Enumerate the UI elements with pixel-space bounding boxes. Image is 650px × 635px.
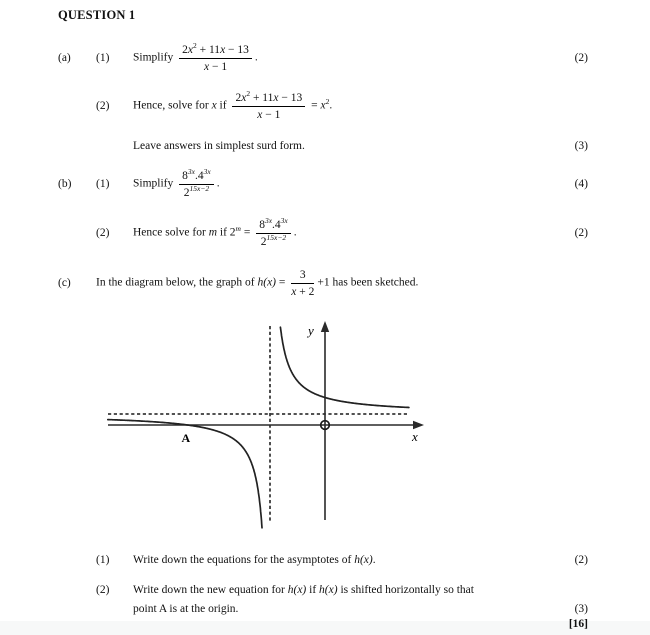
instruction-text: In the diagram below, the graph of (96, 276, 258, 289)
period: . (293, 226, 297, 239)
equals-sign: = (240, 226, 254, 239)
row-c-intro (58, 267, 588, 299)
x-axis-label: x (412, 429, 418, 444)
period: . (254, 51, 258, 64)
row-b1 (58, 168, 588, 200)
instruction-text: Simplify (133, 51, 177, 64)
fraction-numerator: $8^{3x}.4^{3x}$ (179, 168, 214, 185)
fraction-numerator: $2x^2 + 11x - 13$ (232, 90, 305, 107)
item-number-c1: (1) (96, 554, 110, 566)
base-2: 2 (229, 226, 236, 239)
fraction-exponential (256, 217, 291, 249)
y-axis-arrow (321, 321, 329, 332)
function-h: h(x) (354, 554, 373, 566)
equals-sign: = (308, 99, 321, 112)
point-a-label: A (181, 431, 191, 445)
row-total (58, 617, 588, 632)
fraction-denominator: $2^{15x-2}$ (183, 184, 210, 199)
fraction-numerator: $2x^2 + 11x - 13$ (179, 42, 252, 59)
question-text-b1 (133, 168, 563, 200)
fraction-quadratic (179, 42, 252, 74)
plus-one: +1 (317, 276, 330, 289)
variable-x: x (320, 99, 326, 112)
fraction-denominator: $2^{15x-2}$ (260, 233, 287, 248)
item-number-b2: (2) (96, 226, 110, 239)
row-b2 (58, 217, 588, 249)
item-number-b1: (1) (96, 177, 110, 190)
marks-a2: (3) (574, 140, 588, 152)
instruction-text: Hence solve for (133, 226, 209, 239)
item-number-a2: (2) (96, 99, 110, 112)
part-label-c: (c) (58, 276, 71, 289)
question-text-a1 (133, 42, 563, 74)
variable-x: x (211, 99, 217, 112)
note-text: Leave answers in simplest surd form. (133, 140, 305, 152)
row-a2-note (58, 139, 588, 154)
row-c2-line1 (58, 583, 588, 598)
fraction-denominator: x − 1 (257, 109, 281, 121)
question-text-b2 (133, 217, 563, 249)
variable-m: m (208, 226, 217, 239)
row-a2 (58, 90, 588, 122)
instruction-text: if (306, 584, 320, 596)
fraction-denominator: x − 1 (203, 61, 228, 73)
question-text-a2 (133, 90, 588, 122)
exponent-m: m (235, 223, 241, 233)
row-c1 (58, 553, 588, 568)
instruction-text: Write down the new equation for (133, 584, 288, 596)
equals-sign: = (276, 276, 289, 289)
fraction-quadratic (232, 90, 305, 122)
function-h: h(x) (319, 584, 338, 596)
question-text-c (96, 267, 588, 299)
function-graph (100, 315, 445, 535)
question-text-c2 (133, 583, 588, 598)
exponent: 2 (325, 96, 330, 106)
instruction-text: if (217, 226, 230, 239)
total-marks: [16] (568, 618, 588, 630)
instruction-text: Simplify (133, 177, 177, 190)
marks-b1: (4) (574, 177, 588, 190)
question-text-c1 (133, 553, 563, 568)
marks-c1: (2) (574, 554, 588, 566)
function-h: h(x) (257, 276, 276, 289)
instruction-text: has been sketched. (329, 276, 419, 289)
row-c2-line2 (58, 602, 588, 617)
period: . (372, 554, 376, 566)
question-text-c2-cont: point A is at the origin. (133, 603, 239, 615)
instruction-text: Hence, solve for (133, 99, 212, 112)
part-label-a: (a) (58, 51, 71, 64)
period: . (329, 99, 333, 112)
period: . (216, 177, 220, 190)
marks-b2: (2) (574, 226, 588, 239)
fraction-exponential (179, 168, 214, 200)
instruction-text: if (216, 99, 230, 112)
y-axis-label: y (308, 323, 314, 338)
hyperbola-right-branch (280, 327, 409, 407)
instruction-text: is shifted horizontally so that (337, 584, 474, 596)
item-number-a1: (1) (96, 51, 110, 64)
fraction-numerator: 3 (291, 267, 314, 284)
fraction-denominator: x + 2 (291, 286, 315, 298)
marks-c2: (3) (574, 603, 588, 615)
part-label-b: (b) (58, 177, 72, 190)
row-a1 (58, 42, 588, 74)
marks-a1: (2) (574, 51, 588, 64)
instruction-text: Write down the equations for the asymptotes of (133, 554, 355, 566)
function-h: h(x) (287, 584, 307, 596)
fraction-rational (291, 267, 314, 299)
question-title: QUESTION 1 (58, 8, 136, 22)
fraction-numerator: $8^{3x}.4^{3x}$ (256, 217, 291, 234)
item-number-c2: (2) (96, 584, 110, 596)
x-axis-arrow (413, 421, 424, 429)
